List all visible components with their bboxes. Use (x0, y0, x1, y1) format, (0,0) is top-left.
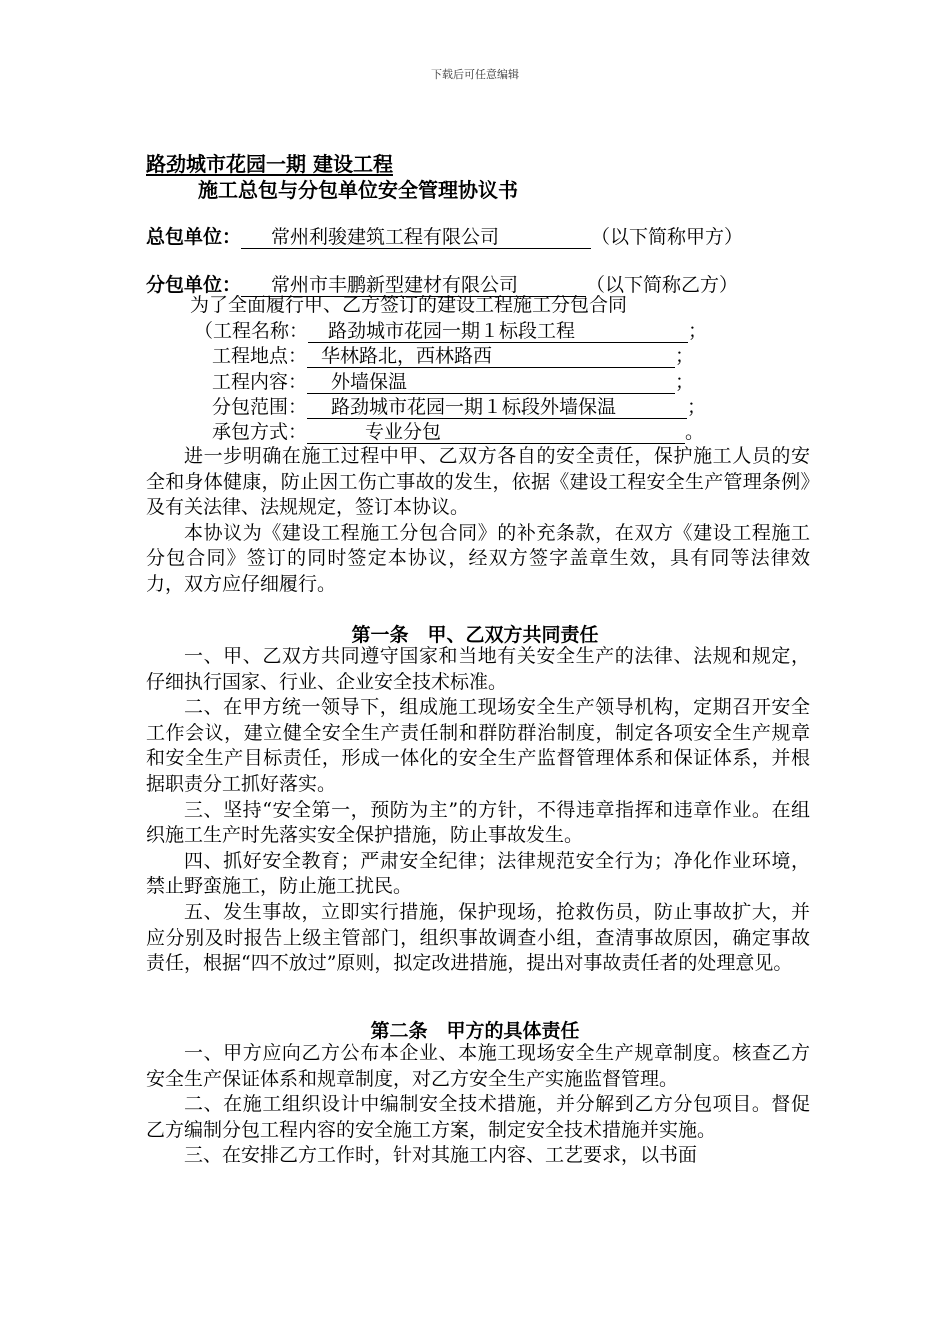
field-value: 专业分包 (307, 421, 685, 444)
general-contractor-suffix: （以下简称甲方） (591, 226, 744, 248)
field-end: ； (687, 396, 707, 418)
paragraph: 二、在甲方统一领导下，组成施工现场安全生产领导机构，定期召开安全工作会议，建立健全安全生产责任制和群防群治制度，制定各项安全生产规章和安全生产目标责任，形成一体化的安全生产监督管理体系和保证体系，并根据职责分工抓好落实。 (146, 696, 810, 795)
section-1-title: 第一条 甲、乙双方共同责任 (351, 624, 599, 646)
paragraph: 一、甲、乙双方共同遵守国家和当地有关安全生产的法律、法规和规定，仔细执行国家、行业、企业安全技术标准。 (146, 645, 810, 693)
section-1-body (146, 644, 810, 977)
section-2-title: 第二条 甲方的具体责任 (370, 1020, 580, 1042)
field-project-location (212, 344, 694, 369)
field-end: ； (688, 320, 708, 342)
paragraph: 五、发生事故，立即实行措施，保护现场，抢救伤员，防止事故扩大，并应分别及时报告上级主管部门，组织事故调查小组，查清事故原因，确定事故责任，根据“四不放过”原则，拟定改进措施，提出对事故责任者的处理意见。 (146, 900, 810, 975)
paragraph: 本协议为《建设工程施工分包合同》的补充条款，在双方《建设工程施工分包合同》签订的同时签定本协议，经双方签字盖章生效，具有同等法律效力，双方应仔细履行。 (146, 521, 810, 595)
subcontractor-suffix: （以下简称乙方） (586, 274, 739, 296)
section-2-body (146, 1041, 810, 1169)
paragraph: 四、抓好安全教育；严肃安全纪律；法律规范安全行为；净化作业环境，禁止野蛮施工，防止施工扰民。 (146, 849, 810, 898)
title-project: 路劲城市花园一期 建设工程 (146, 152, 393, 176)
field-label: 工程地点： (212, 345, 308, 367)
header-note: 下载后可任意编辑 (431, 68, 519, 81)
intro-sentence: 为了全面履行甲、乙方签订的建设工程施工分包合同 (190, 294, 628, 316)
field-project-name (194, 319, 707, 344)
paragraph: 一、甲方应向乙方公布本企业、本施工现场安全生产规章制度。核查乙方安全生产保证体系和规章制度，对乙方安全生产实施监督管理。 (146, 1042, 810, 1090)
field-value: 外墙保温 (307, 371, 675, 394)
field-value: 华林路北，西林路西 (307, 345, 675, 368)
field-label: （工程名称： (194, 320, 309, 342)
field-contract-mode (212, 420, 704, 445)
field-label: 工程内容： (212, 371, 308, 393)
field-end: ； (675, 345, 695, 367)
subcontractor-label: 分包单位： (146, 274, 242, 296)
general-contractor-line (146, 222, 743, 249)
field-end: 。 (685, 421, 705, 443)
field-value: 路劲城市花园一期１标段外墙保温 (307, 396, 687, 419)
intro-paragraphs (146, 444, 810, 598)
field-label: 承包方式： (212, 421, 308, 443)
title-agreement: 施工总包与分包单位安全管理协议书 (198, 178, 518, 202)
subcontractor-name: 常州市丰鹏新型建材有限公司 (241, 274, 586, 297)
paragraph: 三、在安排乙方工作时，针对其施工内容、工艺要求，以书面 (184, 1144, 698, 1167)
field-end: ； (675, 371, 695, 393)
general-contractor-name: 常州利骏建筑工程有限公司 (241, 226, 591, 249)
field-subcontract-scope (212, 395, 706, 420)
general-contractor-label: 总包单位： (146, 226, 242, 248)
field-project-content (212, 370, 694, 395)
paragraph: 进一步明确在施工过程中甲、乙双方各自的安全责任，保护施工人员的安全和身体健康，防止因工伤亡事故的发生，依据《建设工程安全生产管理条例》及有关法律、法规规定，签订本协议。 (146, 445, 810, 519)
paragraph: 三、坚持“安全第一，预防为主”的方针，不得违章指挥和违章作业。在组织施工生产时先落实安全保护措施，防止事故发生。 (146, 798, 810, 847)
field-value: 路劲城市花园一期１标段工程 (308, 320, 688, 343)
field-label: 分包范围： (212, 396, 308, 418)
paragraph: 二、在施工组织设计中编制安全技术措施，并分解到乙方分包项目。督促乙方编制分包工程内容的安全施工方案，制定安全技术措施并实施。 (146, 1093, 810, 1141)
